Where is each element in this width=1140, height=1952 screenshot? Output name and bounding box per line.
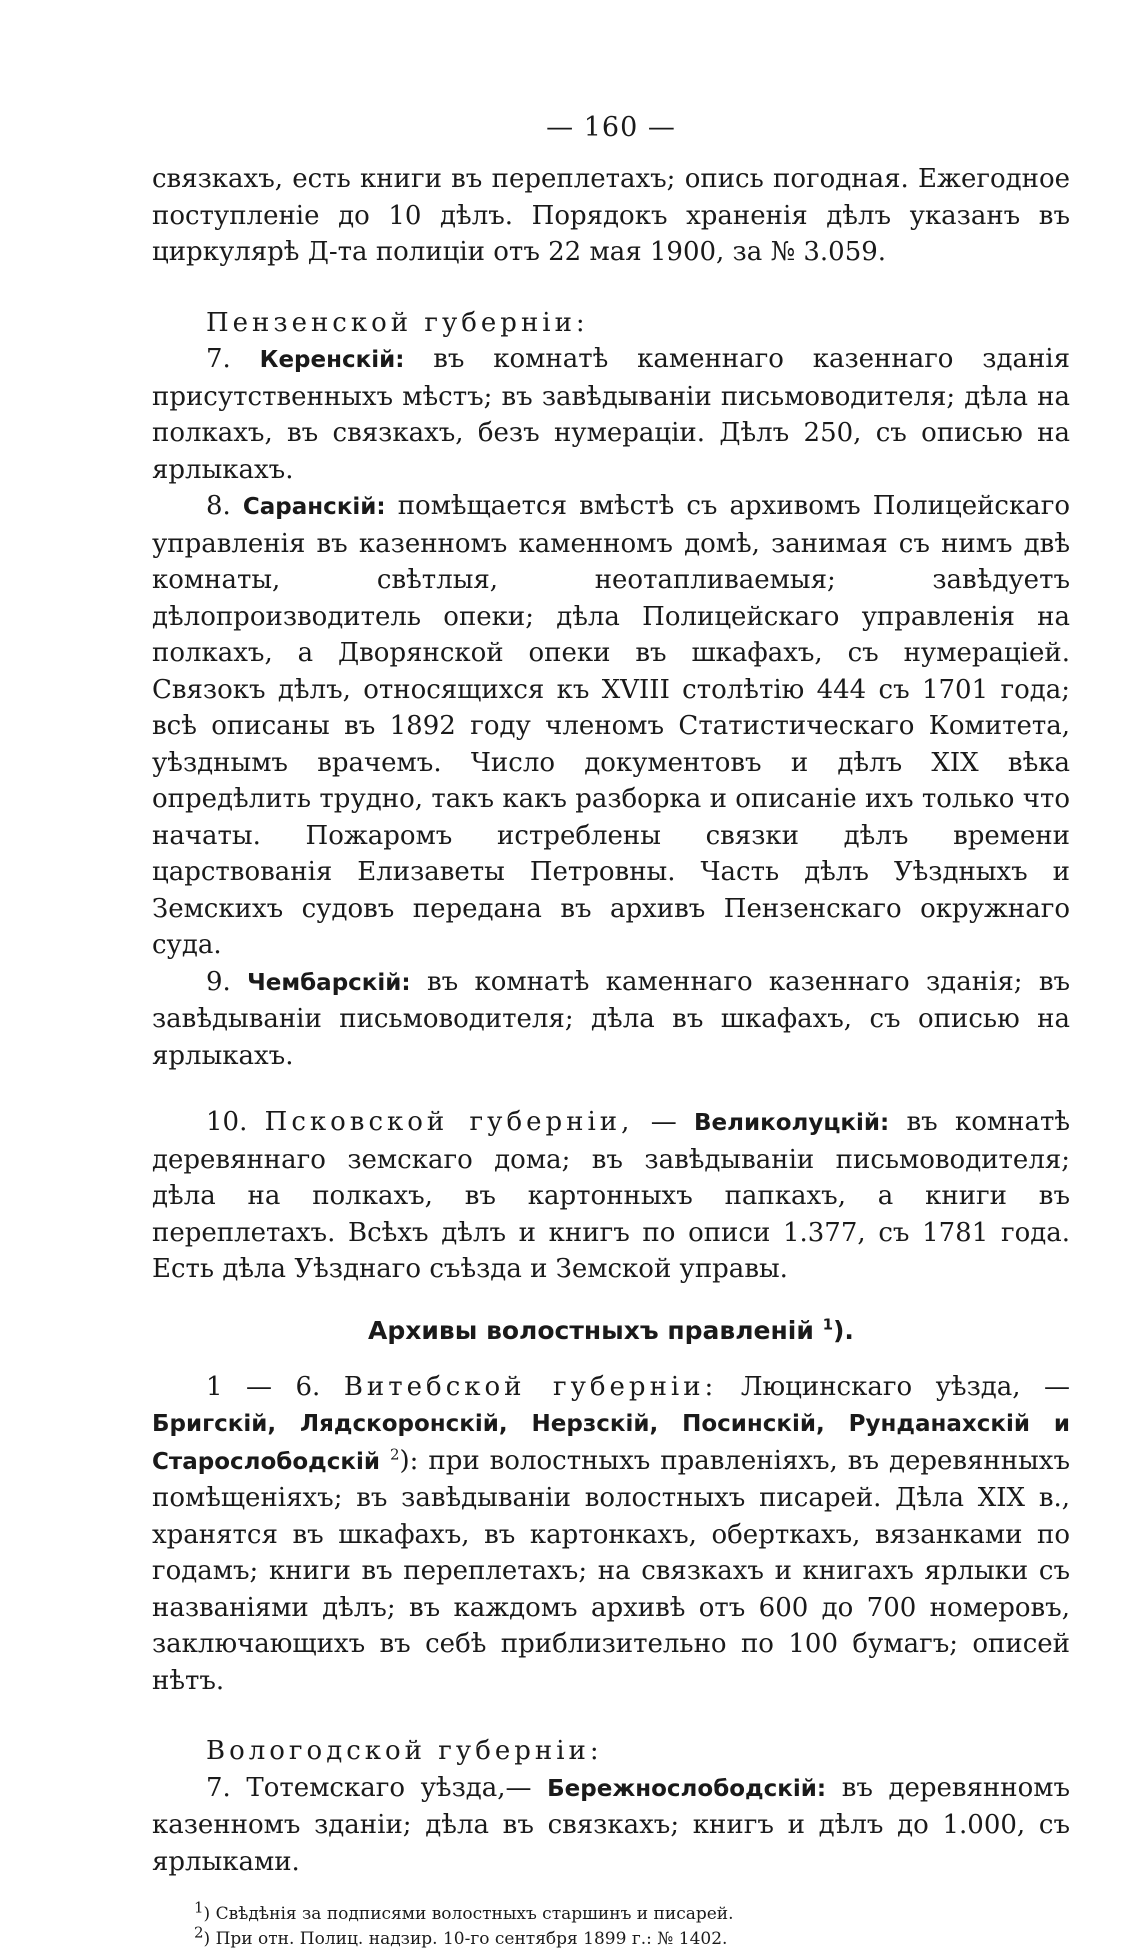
page-number: — 160 —: [546, 112, 676, 143]
intro-paragraph: связкахъ, есть книги въ переплетахъ; опись погодная. Ежегодное поступленіе до 10 дѣлъ. Порядокъ храненія дѣлъ указанъ въ циркулярѣ Д-та полиціи отъ 22 мая 1900, за № 3.059.: [152, 164, 1070, 267]
entry-text: въ комнатѣ каменнаго казеннаго зданія; въ завѣдываніи письмоводителя; дѣла въ шкафахъ, съ описью на ярлыкахъ.: [152, 966, 1071, 1071]
entry-totma: [152, 1770, 1070, 1881]
section-title-text: Архивы волостныхъ правленій: [368, 1315, 814, 1345]
entry-number: 10.: [206, 1107, 248, 1137]
footnote-ref: 1: [822, 1315, 833, 1334]
footnote-2: [152, 1923, 1070, 1952]
entry-name: Керенскій:: [259, 347, 405, 373]
entry-text: ): при волостныхъ правленіяхъ, въ деревянныхъ помѣщеніяхъ; въ завѣдываніи волостныхъ писарей. Дѣла XIX в., хранятся въ шкафахъ, въ картонкахъ, оберткахъ, вязанками по годамъ; книги въ переплетахъ; на связкахъ и книгахъ ярлыки съ названіями дѣлъ; въ каждомъ архивѣ отъ 600 до 700 номеровъ, заключающихъ въ себѣ приблизительно по 100 бумагъ; описей нѣтъ.: [152, 1445, 1070, 1696]
entry-name: Бережнослободскій:: [547, 1775, 827, 1802]
entry-number: 1 — 6.: [206, 1371, 321, 1402]
entry-text: въ комнатѣ деревяннаго земскаго дома; въ завѣдываніи письмоводителя; дѣла на полкахъ, въ картонныхъ папкахъ, а книги въ переплетахъ. Всѣхъ дѣлъ и книгъ по описи 1.377, съ 1781 года. Есть дѣла Уѣзднаго съѣзда и Земской управы.: [152, 1107, 1071, 1284]
entry-district: Тотемскаго уѣзда,—: [246, 1772, 548, 1803]
footnote-text: ) Свѣдѣнія за подписями волостныхъ старшинъ и писарей.: [203, 1904, 734, 1924]
entry-chembar: [152, 964, 1070, 1075]
section-title-tail: ).: [833, 1315, 854, 1345]
footnote-ref: 2: [389, 1444, 400, 1463]
entry-number: 9.: [206, 966, 231, 997]
entry-name: Бригскій, Лядскоронскій, Нерзскій, Посинскій, Рунданахскій и Старослободскій: [152, 1411, 1070, 1475]
entry-name: Великолуцкій:: [694, 1110, 890, 1136]
footnote-1: [152, 1898, 1070, 1927]
entry-district: Люцинскаго уѣзда, —: [740, 1371, 1071, 1402]
footnote-mark: 1: [194, 1898, 204, 1917]
dash: —: [633, 1107, 694, 1137]
entry-kerensky: [152, 341, 1070, 488]
entry-text: помѣщается вмѣстѣ съ архивомъ Полицейскаго управленія въ казенномъ каменномъ домѣ, занимая съ нимъ двѣ комнаты, свѣтлыя, неотапливаемыя; завѣдуетъ дѣлопроизводитель опеки; дѣла Полицейскаго управленія на полкахъ, а Дворянской опеки въ шкафахъ, съ нумераціей. Связокъ дѣлъ, относящихся къ XVIII столѣтію 444 съ 1701 года; всѣ описаны въ 1892 году членомъ Статистическаго Комитета, уѣзднымъ врачемъ. Число документовъ и дѣлъ XIX вѣка опредѣлить трудно, такъ какъ разборка и описаніе ихъ только что начаты. Пожаромъ истреблены связки дѣлъ времени царствованія Елизаветы Петровны. Часть дѣлъ Уѣздныхъ и Земскихъ судовъ передана въ архивъ Пензенскаго окружнаго суда.: [152, 491, 1071, 960]
entry-name: Чембарскій:: [247, 969, 411, 996]
vologda-heading: Вологодской губерніи:: [206, 1736, 603, 1766]
entry-vitebsk: [152, 1369, 1070, 1700]
pskov-heading: Псковской губерніи,: [264, 1107, 634, 1137]
footnote-mark: 2: [194, 1923, 204, 1942]
entry-name: Саранскій:: [242, 494, 386, 520]
entry-number: 7.: [206, 344, 231, 374]
section-title: [152, 1316, 1070, 1345]
entry-number: 8.: [206, 491, 231, 521]
vitebsk-heading: Витебской губерніи:: [343, 1371, 718, 1402]
footnote-separator: [152, 1880, 1070, 1902]
footnote-text: ) При отн. Полиц. надзир. 10-го сентября 1899 г.: № 1402.: [203, 1929, 728, 1949]
entry-velikie-luki: [152, 1104, 1070, 1288]
penza-heading: Пензенской губерніи:: [206, 307, 589, 338]
entry-number: 7.: [206, 1772, 231, 1803]
entry-text: въ деревянномъ казенномъ зданіи; дѣла въ связкахъ; книгъ и дѣлъ до 1.000, съ ярлыками.: [152, 1772, 1071, 1877]
entry-saransk: [152, 488, 1070, 964]
entry-text: въ комнатѣ каменнаго казеннаго зданія присутственныхъ мѣстъ; въ завѣдываніи письмоводителя; дѣла на полкахъ, въ связкахъ, безъ нумераціи. Дѣлъ 250, съ описью на ярлыкахъ.: [152, 344, 1071, 485]
spacer: [152, 1074, 1070, 1104]
